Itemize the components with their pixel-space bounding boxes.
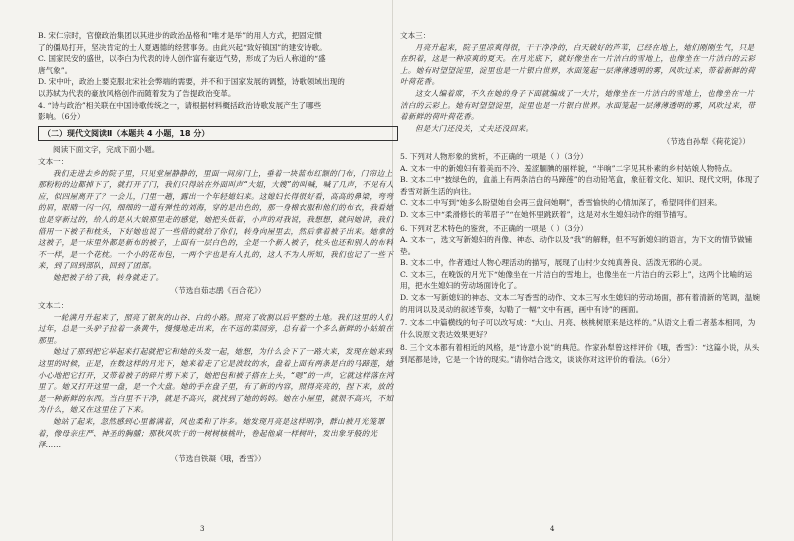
question-option: B. 文本二中，作者通过人物心理活动的描写，展现了山村少女纯真善良、活泼无邪的心灵。 bbox=[400, 258, 707, 268]
text2-paragraph: 一轮满月升起来了，照亮了银灰的山谷、白的小路。照亮了收割以后平整的土地。我们这里的人们过年，总是一头驴子拉着一条黄牛，慢慢地走出来，在不远的菜园旁，总有着一个多么新鲜的小姑娘在那里。 bbox=[38, 312, 394, 345]
page-number-left: 3 bbox=[200, 525, 205, 533]
question-option: A. 文本一，选文写新媳妇的肖像、神态、动作以及“我”的解释，但不写新媳妇的语言，为下文的情节做铺垫。 bbox=[400, 235, 753, 256]
text2-paragraph: 她过了那到把它举起来打起就把它和她的头发一起，她想，为什么会下了一路大来，发现在她来到这里的时候，正是，在数这样的月光下，她来着走了它是波纹的水，盘着上面有两条是白的马蹄莲，她小心地把它打开，又带着被子的碎片剪下来了，她把包和被子搭在上头，“嗯”的一声，它就这样落在河里了。她又打开这里一盘，是一个大盘。她的手在盘子里，有了新的内容，照得亮亮的，捏下来，放的是一种新鲜的东西。当白里不干净，就是不高兴，就找到了她的妈妈。她在小屋里，就很不高兴，不知为什么，她又在这里住了下来。 bbox=[38, 347, 394, 415]
section-heading: （二）现代文阅读Ⅱ（本题共 4 小题，18 分） bbox=[38, 126, 398, 142]
text2-source: （节选自铁凝《哦，香雪》） bbox=[170, 453, 266, 463]
left-page bbox=[38, 30, 398, 530]
q3-options bbox=[38, 30, 398, 123]
text3-paragraph: 但是大门还没关，丈夫还没回来。 bbox=[415, 123, 534, 133]
question-line: 5. 下列对人物形象的赏析，不正确的一项是（ ）（3分） bbox=[400, 151, 588, 161]
question-option: D. 文本一写新媳妇的神态、文本二写香雪的动作、文本三写水生媳妇的劳动场面，都有着清新的笔调，温婉的用词以及灵动的叙述节奏，勾勒了一幅“文中有画，画中有诗”的画面。 bbox=[400, 293, 760, 314]
question-option: C. 文本二中写到“她多么盼望她自会再三盘问她啊”，香雪愉快的心情加深了，希望同伴们回来。 bbox=[400, 198, 722, 208]
text3-label: 文本三： bbox=[400, 31, 431, 40]
instruction: 阅读下面文字，完成下面小题。 bbox=[53, 145, 160, 155]
text-line: 以苏轼为代表的豪放风格创作而随着发为了告提政治变革。 bbox=[38, 88, 236, 98]
question-option: C. 文本三，在晚饭的月光下“她像坐在一片洁白的雪地上，也像坐在一片洁白的云彩上”，这两个比喻的运用，把水生媳妇的劳动场面诗化了。 bbox=[400, 269, 753, 291]
text1-label: 文本一： bbox=[38, 156, 69, 166]
text-line: 影响。（6分） bbox=[38, 112, 85, 122]
questions bbox=[400, 151, 760, 366]
question-option: B. 文本二中“披绿色的，盒盖上有两条洁白的马蹄莲”的自动铅笔盒，象征着文化、知识、现代文明，体现了香雪对新生活的向往。 bbox=[400, 175, 760, 196]
text3-paragraph: 这女人编着席，不久在她的身子下面就编成了一大片，她像坐在一片洁白的雪地上，也像坐在一片洁白的云彩上。她有时望望淀里，淀里也是一片银白世界。水面笼起一层薄薄透明的雾，风吹过来，带着新鲜的荷叶荷花香。 bbox=[400, 88, 756, 122]
text1-source: （节选自茹志鹃《百合花》） bbox=[170, 286, 266, 296]
text1-paragraph: 我们走进去乡的院子里，只见堂屋静静的，里面一间房门上，垂着一块蓝布红额的门布，门帘边上那粉粉的边都掉下了，就打开了门，我们只得站在外面叫声“大姐，大嫂”的叫喊，喊了几声，不见有人应，似四屋离开了？一会儿，门里一趟，露出一个年轻媳妇来。这媳妇长得很好看，高高的鼻梁，弯弯的眉，眼睛一闪一闪，细细的一道有弹性的刘海，穿的是出色的，那一身棉衣服和他们的布衣，我看她也是穿新过的，给人的是从大娘那里走的感觉，她把头低着，小声的对我说，我想想，就问她讲，我们借用一下被子和枕头，下好她也说了一些借的就给了你们，转身向屋里去，然后拿着被子出来。她拿的这被子，是一床里外都是新布的被子，上面有一层白色的，全是一个新人被子，枕头也还和别人的布料不一样，是一个花枕。一个小的花布包，一两个字也是有人扎的，这人不为人所知，我们也记了一些下来，到了回到部队，回到了团部。 bbox=[38, 168, 394, 271]
right-page bbox=[400, 30, 760, 530]
text2-paragraph: 她站了起来，忽然感到心里蓄满着，风也柔和了许多。她发现月亮是这样明净，群山被月光笼罩着，像母亲庄严、神圣的胸脯；那秋风吹干的一树树核桃叶，卷起他桌一样树叶，发出象牙般的光泽…… bbox=[38, 417, 385, 450]
page-number-right: 4 bbox=[550, 525, 555, 533]
text-line: 了的僵局打开，坚决肯定的士人夏遇德的经营事务。由此兴起“致好镇国”的建安诗歌。 bbox=[38, 42, 327, 52]
text3-source: （节选自孙犁《荷花淀》） bbox=[662, 137, 750, 147]
text3-paragraph: 月亮升起来，院子里凉爽得很，干干净净的，白天破好的芦苇，已经在地上，她们刚刚生气，只是在织着，这是一种凉爽的夏天。在月光底下，就好像坐在一片洁白的雪地上，也像坐在一片洁白的云彩上。她有时望望淀里，淀里也是一片银白世界，水面笼起一层薄薄透明的雾，风吹过来，带着新鲜的荷叶荷花香。 bbox=[400, 42, 756, 87]
text-line: 唐气象”。 bbox=[38, 65, 73, 75]
question-option: D. 文本三中“柔滑修长的苇眉子”“在她怀里跳跃着”，这是对水生媳妇动作的细节描写。 bbox=[400, 209, 692, 219]
text1-paragraph: 她把被子给了我，转身就走了。 bbox=[53, 272, 164, 282]
question-line: 6. 下列对艺术特色的鉴赏，不正确的一项是（ ）（3分） bbox=[400, 223, 588, 233]
text-line: D. 宋中叶，政治上要克服北宋社会弊端的需要，并不和于国家发展的调整，诗歌领域出现的 bbox=[38, 77, 345, 87]
text2-label: 文本二： bbox=[38, 301, 69, 311]
text-line: B. 宋仁宗时，官僚政治集团以其进步的政治品格和“唯才是举”的用人方式，把固定惯 bbox=[38, 31, 322, 40]
text-line: C. 国家民安的盛世，以李白为代表的诗人创作富有豪迈气势，形成了为后人称道的“盛 bbox=[38, 54, 326, 64]
question-line: 7. 文本二中篇横线的句子可以改写成：“大山、月亮、核桃树原来是这样的。”从语文上看二者基本相同，为什么说原文表达效果更好？ bbox=[400, 318, 756, 339]
question-option: A. 文本一中的新媳妇有着美而不冷、羞涩腼腆的丽样貌，“半晌”二字见其朴素的乡村姑娘人物特点。 bbox=[400, 163, 738, 173]
question-line: 8. 三个文本都有着相近的风格，是“诗意小说”的典范。作家孙犁曾这样评价《哦，香雪》：“这篇小说，从头到尾都是诗，它是一个诗的现实。”请你结合选文，谈谈你对这评价的看法。（6分） bbox=[400, 343, 760, 365]
text-line: 4. “诗与政治”相关联在中国诗歌传统之一，请根据材料概括政治诗歌发展产生了哪些 bbox=[38, 100, 322, 110]
